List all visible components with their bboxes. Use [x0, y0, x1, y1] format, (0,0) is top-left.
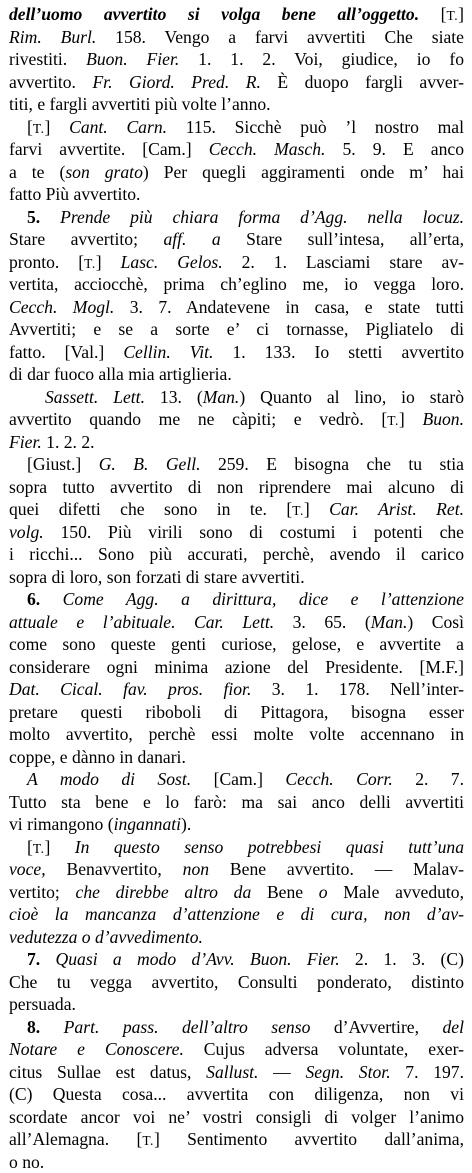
text-line [9, 746, 464, 769]
citation-text: volg. [9, 522, 44, 542]
citation-text: vedutezza o d’avvedimento. [9, 927, 203, 947]
body-text: T. [142, 1133, 154, 1148]
text-line [9, 386, 464, 409]
body-text: Bene [251, 882, 319, 902]
text-line [9, 948, 464, 971]
citation-text: Quasi a modo d’Avv. Buon. Fier. [56, 949, 340, 969]
text-line [9, 116, 464, 139]
body-text: ] Sentimento avvertito dall’anima, [154, 1129, 464, 1149]
body-text: T. [33, 841, 45, 856]
text-line [9, 228, 464, 251]
body-text: vertita, acciocchè, prima ch’eglino me, io vegga loro. [9, 274, 464, 294]
body-text: [ [27, 837, 33, 857]
body-text: Stare avvertito; [9, 229, 163, 249]
text-line [9, 836, 464, 859]
citation-text: Sassett. Lett. [45, 387, 145, 407]
citation-text: Notare e Conoscere. [9, 1039, 184, 1059]
body-text: 3. 1. 178. Nell’inter- [251, 679, 464, 699]
text-line [9, 1128, 464, 1151]
body-text: 259. E bisogna che tu stia [201, 454, 464, 474]
text-line [9, 93, 464, 116]
citation-text: Cecch. Masch. [209, 139, 326, 159]
body-text: T. [33, 121, 45, 136]
text-line [9, 1083, 464, 1106]
text-line [9, 1151, 464, 1173]
body-text: rivestiti. [9, 49, 86, 69]
text-line [9, 678, 464, 701]
text-line [9, 1038, 464, 1061]
body-text: o no. [9, 1152, 44, 1172]
body-text: considerare ogni minima azione del Presidente. [M.F.] [9, 657, 464, 677]
text-line [9, 206, 464, 229]
body-text: Stare sull’intesa, all’erta, [221, 229, 464, 249]
body-text: d’Avvertire, [310, 1017, 442, 1037]
body-text: ] [399, 409, 423, 429]
section-number: 5. [27, 207, 60, 227]
body-text: ] [44, 837, 74, 857]
body-text: avvertito quando me ne càpiti; e vedrò. [ [9, 409, 387, 429]
citation-text: che direbbe altro da [76, 882, 252, 902]
citation-text: Prende più chiara forma d’Agg. nella locuz. [60, 207, 464, 227]
text-line [9, 791, 464, 814]
citation-text: Man. [371, 612, 408, 632]
citation-text: Fr. Giord. Pred. R. [92, 72, 260, 92]
text-line [9, 476, 464, 499]
body-text: ] [458, 4, 464, 24]
body-text: persuada. [9, 994, 76, 1014]
text-line [9, 656, 464, 679]
body-text: 150. Più virili sono di costumi i potenti che [44, 522, 464, 542]
text-line [9, 1016, 464, 1039]
body-text: quei difetti che sono in te. [ [9, 499, 292, 519]
text-line [9, 633, 464, 656]
body-text: [Cam.] [191, 769, 285, 789]
body-text: 7. 197. [391, 1062, 464, 1082]
citation-text: aff. a [163, 229, 220, 249]
body-text: T. [387, 413, 399, 428]
text-line [9, 318, 464, 341]
citation-text: In questo senso potrebbesi quasi tutt’una [75, 837, 464, 857]
body-text: di dar fuoco alla mia artiglieria. [9, 364, 232, 384]
body-text: sopra tutto avvertito di non riprendere mai alcuno di [9, 477, 464, 497]
citation-text: attuale e l’abituale. Car. Lett. [9, 612, 274, 632]
body-text: 13. ( [145, 387, 203, 407]
body-text: vi rimangono ( [9, 814, 114, 834]
citation-text: Rim. Burl. [9, 27, 96, 47]
text-line [9, 161, 464, 184]
text-line [9, 701, 464, 724]
body-text: Bene avvertito. — Malav- [209, 859, 464, 879]
body-text: 2. 1. 3. (C) [340, 949, 464, 969]
citation-text: Buon. [422, 409, 464, 429]
body-text: pronto. [ [9, 252, 84, 272]
text-line [9, 813, 464, 836]
citation-text: Dat. Cical. fav. pros. fior. [9, 679, 251, 699]
citation-text: voce, [9, 859, 46, 879]
body-text: 2. 1. Lasciami stare av- [223, 252, 464, 272]
text-line [9, 543, 464, 566]
text-line [9, 251, 464, 274]
text-line [9, 588, 464, 611]
text-line [9, 3, 464, 26]
body-text: come sono queste genti curiose, gelose, e avvertite a [9, 634, 464, 654]
citation-text: non [183, 859, 209, 879]
body-text: T. [292, 503, 304, 518]
body-text: ] [304, 499, 329, 519]
citation-text: Part. pass. dell’altro senso [64, 1017, 311, 1037]
body-text: Tutto sta bene e lo farò: ma sai anco delli avvertiti [9, 792, 464, 812]
text-line [9, 611, 464, 634]
text-line [9, 881, 464, 904]
body-text: ) Quanto al lino, io starò [239, 387, 464, 407]
text-line [9, 341, 464, 364]
body-text: pretare questi riboboli di Pittagora, bisogna esser [9, 702, 464, 722]
text-line [9, 183, 464, 206]
body-text: farvi avvertite. [Cam.] [9, 139, 209, 159]
body-text: — [258, 1062, 305, 1082]
body-text: vertito; [9, 882, 76, 902]
body-text: molto avvertito, perchè essi molte volte accennano in [9, 724, 464, 744]
citation-text: Buon. Fier. [86, 49, 179, 69]
body-text: fatto Più avvertito. [9, 184, 140, 204]
citation-text: A modo di Sost. [27, 769, 191, 789]
text-line [9, 1061, 464, 1084]
body-text: ] [96, 252, 121, 272]
text-line [9, 408, 464, 431]
text-line [9, 768, 464, 791]
text-line [9, 296, 464, 319]
citation-text: o [319, 882, 328, 902]
section-number: 6. [27, 589, 63, 609]
citation-text: Fier. [9, 432, 42, 452]
section-number: 8. [27, 1017, 64, 1037]
body-text: T. [84, 256, 96, 271]
body-text: citus Sullae est datus, [9, 1062, 206, 1082]
text-line [9, 903, 464, 926]
body-text: titi, e fargli avvertiti più volte l’anno. [9, 94, 271, 114]
citation-text: Sallust. [206, 1062, 258, 1082]
body-text: Che tu vegga avvertito, Consulti ponderato, distinto [9, 972, 464, 992]
body-text: ). [181, 814, 191, 834]
citation-text: dell’uomo avvertito si volga bene all’oggetto. [9, 4, 419, 24]
citation-text: Cecch. Mogl. [9, 297, 114, 317]
body-text: ] [44, 117, 69, 137]
body-text: 1. 2. 2. [42, 432, 95, 452]
body-text: a te ( [9, 162, 65, 182]
citation-text: ingannati [114, 814, 181, 834]
body-text: [Giust.] [27, 454, 99, 474]
text-line [9, 453, 464, 476]
body-text: 115. Sicchè può ’l nostro mal [167, 117, 464, 137]
text-line [9, 858, 464, 881]
body-text: ) Per quegli aggiramenti onde m’ hai [143, 162, 464, 182]
citation-text: Segn. Stor. [306, 1062, 391, 1082]
body-text: scordate ancor voi ne’ vostri consigli di volger l’animo [9, 1107, 464, 1127]
body-text: ) Così [407, 612, 464, 632]
body-text: fatto. [Val.] [9, 342, 123, 362]
body-text: coppe, e dànno in danari. [9, 747, 186, 767]
citation-text: son grato [65, 162, 143, 182]
body-text: Avvertiti; e se a sorte e’ ci tornasse, Pigliatelo di [9, 319, 464, 339]
citation-text: Cecch. Corr. [285, 769, 392, 789]
text-line [9, 993, 464, 1016]
body-text: È duopo fargli avver- [261, 72, 464, 92]
text-line [9, 521, 464, 544]
text-line [9, 138, 464, 161]
body-text: 1. 1. 2. Voi, giudice, io fo [179, 49, 464, 69]
text-line [9, 71, 464, 94]
citation-text: Cant. Carn. [69, 117, 167, 137]
citation-text: Lasc. Gelos. [121, 252, 223, 272]
text-line [9, 926, 464, 949]
text-line [9, 431, 464, 454]
body-text: sopra di loro, son forzati di stare avvertiti. [9, 567, 305, 587]
body-text: [ [419, 4, 446, 24]
text-line [9, 48, 464, 71]
body-text: Benavvertito, [46, 859, 183, 879]
body-text: (C) Questa cosa... avvertita con diligenza, non vi [9, 1084, 464, 1104]
section-number: 7. [27, 949, 56, 969]
body-text: 3. 7. Andatevene in casa, e state tutti [114, 297, 464, 317]
body-text: 3. 65. ( [274, 612, 371, 632]
citation-text: cioè la mancanza d’attenzione e di cura, non d’av- [9, 904, 464, 924]
citation-text: Car. Arist. Ret. [329, 499, 464, 519]
citation-text: G. B. Gell. [99, 454, 201, 474]
citation-text: Man. [203, 387, 240, 407]
body-text: 2. 7. [393, 769, 464, 789]
text-line [9, 971, 464, 994]
body-text: 1. 133. Io stetti avvertito [213, 342, 464, 362]
body-text: Male avveduto, [328, 882, 464, 902]
body-text: i ricchi... Sono più accurati, perchè, avendo il carico [9, 544, 464, 564]
text-line [9, 566, 464, 589]
text-line [9, 363, 464, 386]
text-line [9, 26, 464, 49]
citation-text: Come Agg. a dirittura, dice e l’attenzione [63, 589, 464, 609]
body-text: Cujus adversa voluntate, exer- [184, 1039, 464, 1059]
text-line [9, 273, 464, 296]
citation-text: Cellin. Vit. [123, 342, 213, 362]
body-text: avvertito. [9, 72, 92, 92]
text-line [9, 1106, 464, 1129]
text-line [9, 723, 464, 746]
citation-text: del [443, 1017, 465, 1037]
body-text: 158. Vengo a farvi avvertiti Che siate [96, 27, 464, 47]
body-text: all’Alemagna. [ [9, 1129, 142, 1149]
body-text: T. [447, 8, 459, 23]
body-text: [ [27, 117, 33, 137]
text-line [9, 498, 464, 521]
body-text: 5. 9. E anco [325, 139, 464, 159]
